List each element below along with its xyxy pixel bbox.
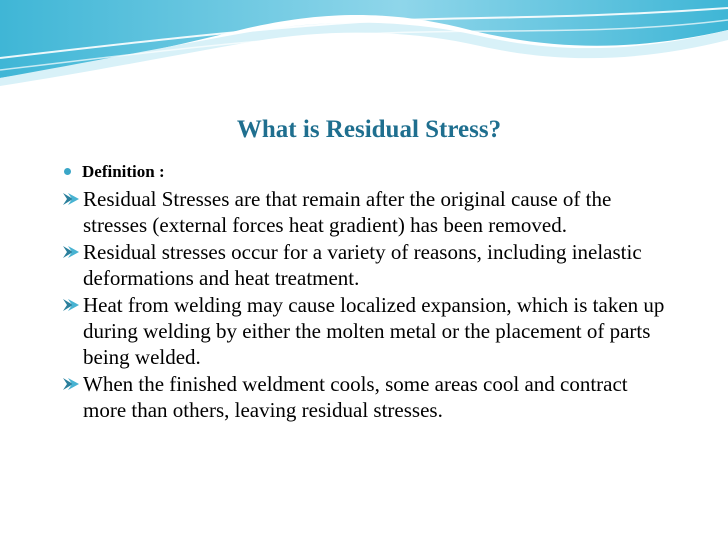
arrow-bullet-icon <box>62 297 80 313</box>
list-item <box>62 292 672 370</box>
list-item <box>62 239 672 291</box>
arrow-bullet-icon <box>62 191 80 207</box>
arrow-bullet-icon <box>62 244 80 260</box>
list-item-text: Residual Stresses are that remain after the original cause of the stresses (external forces heat gradient) has been removed. <box>83 187 612 237</box>
list-item <box>62 186 672 238</box>
list-item-text: Residual stresses occur for a variety of reasons, including inelastic deformations and heat treatment. <box>83 240 642 290</box>
slide-title: What is Residual Stress? <box>236 116 502 143</box>
slide-body <box>62 160 672 424</box>
list-item-text: When the finished weldment cools, some areas cool and contract more than others, leaving residual stresses. <box>83 372 628 422</box>
header-wave-decoration <box>0 0 728 90</box>
definition-label: Definition : <box>82 162 165 181</box>
dot-bullet-icon <box>64 168 71 175</box>
arrow-bullet-icon <box>62 376 80 392</box>
list-item <box>62 371 672 423</box>
definition-heading <box>62 160 672 184</box>
list-item-text: Heat from welding may cause localized expansion, which is taken up during welding by either the molten metal or the placement of parts being welded. <box>83 293 665 369</box>
